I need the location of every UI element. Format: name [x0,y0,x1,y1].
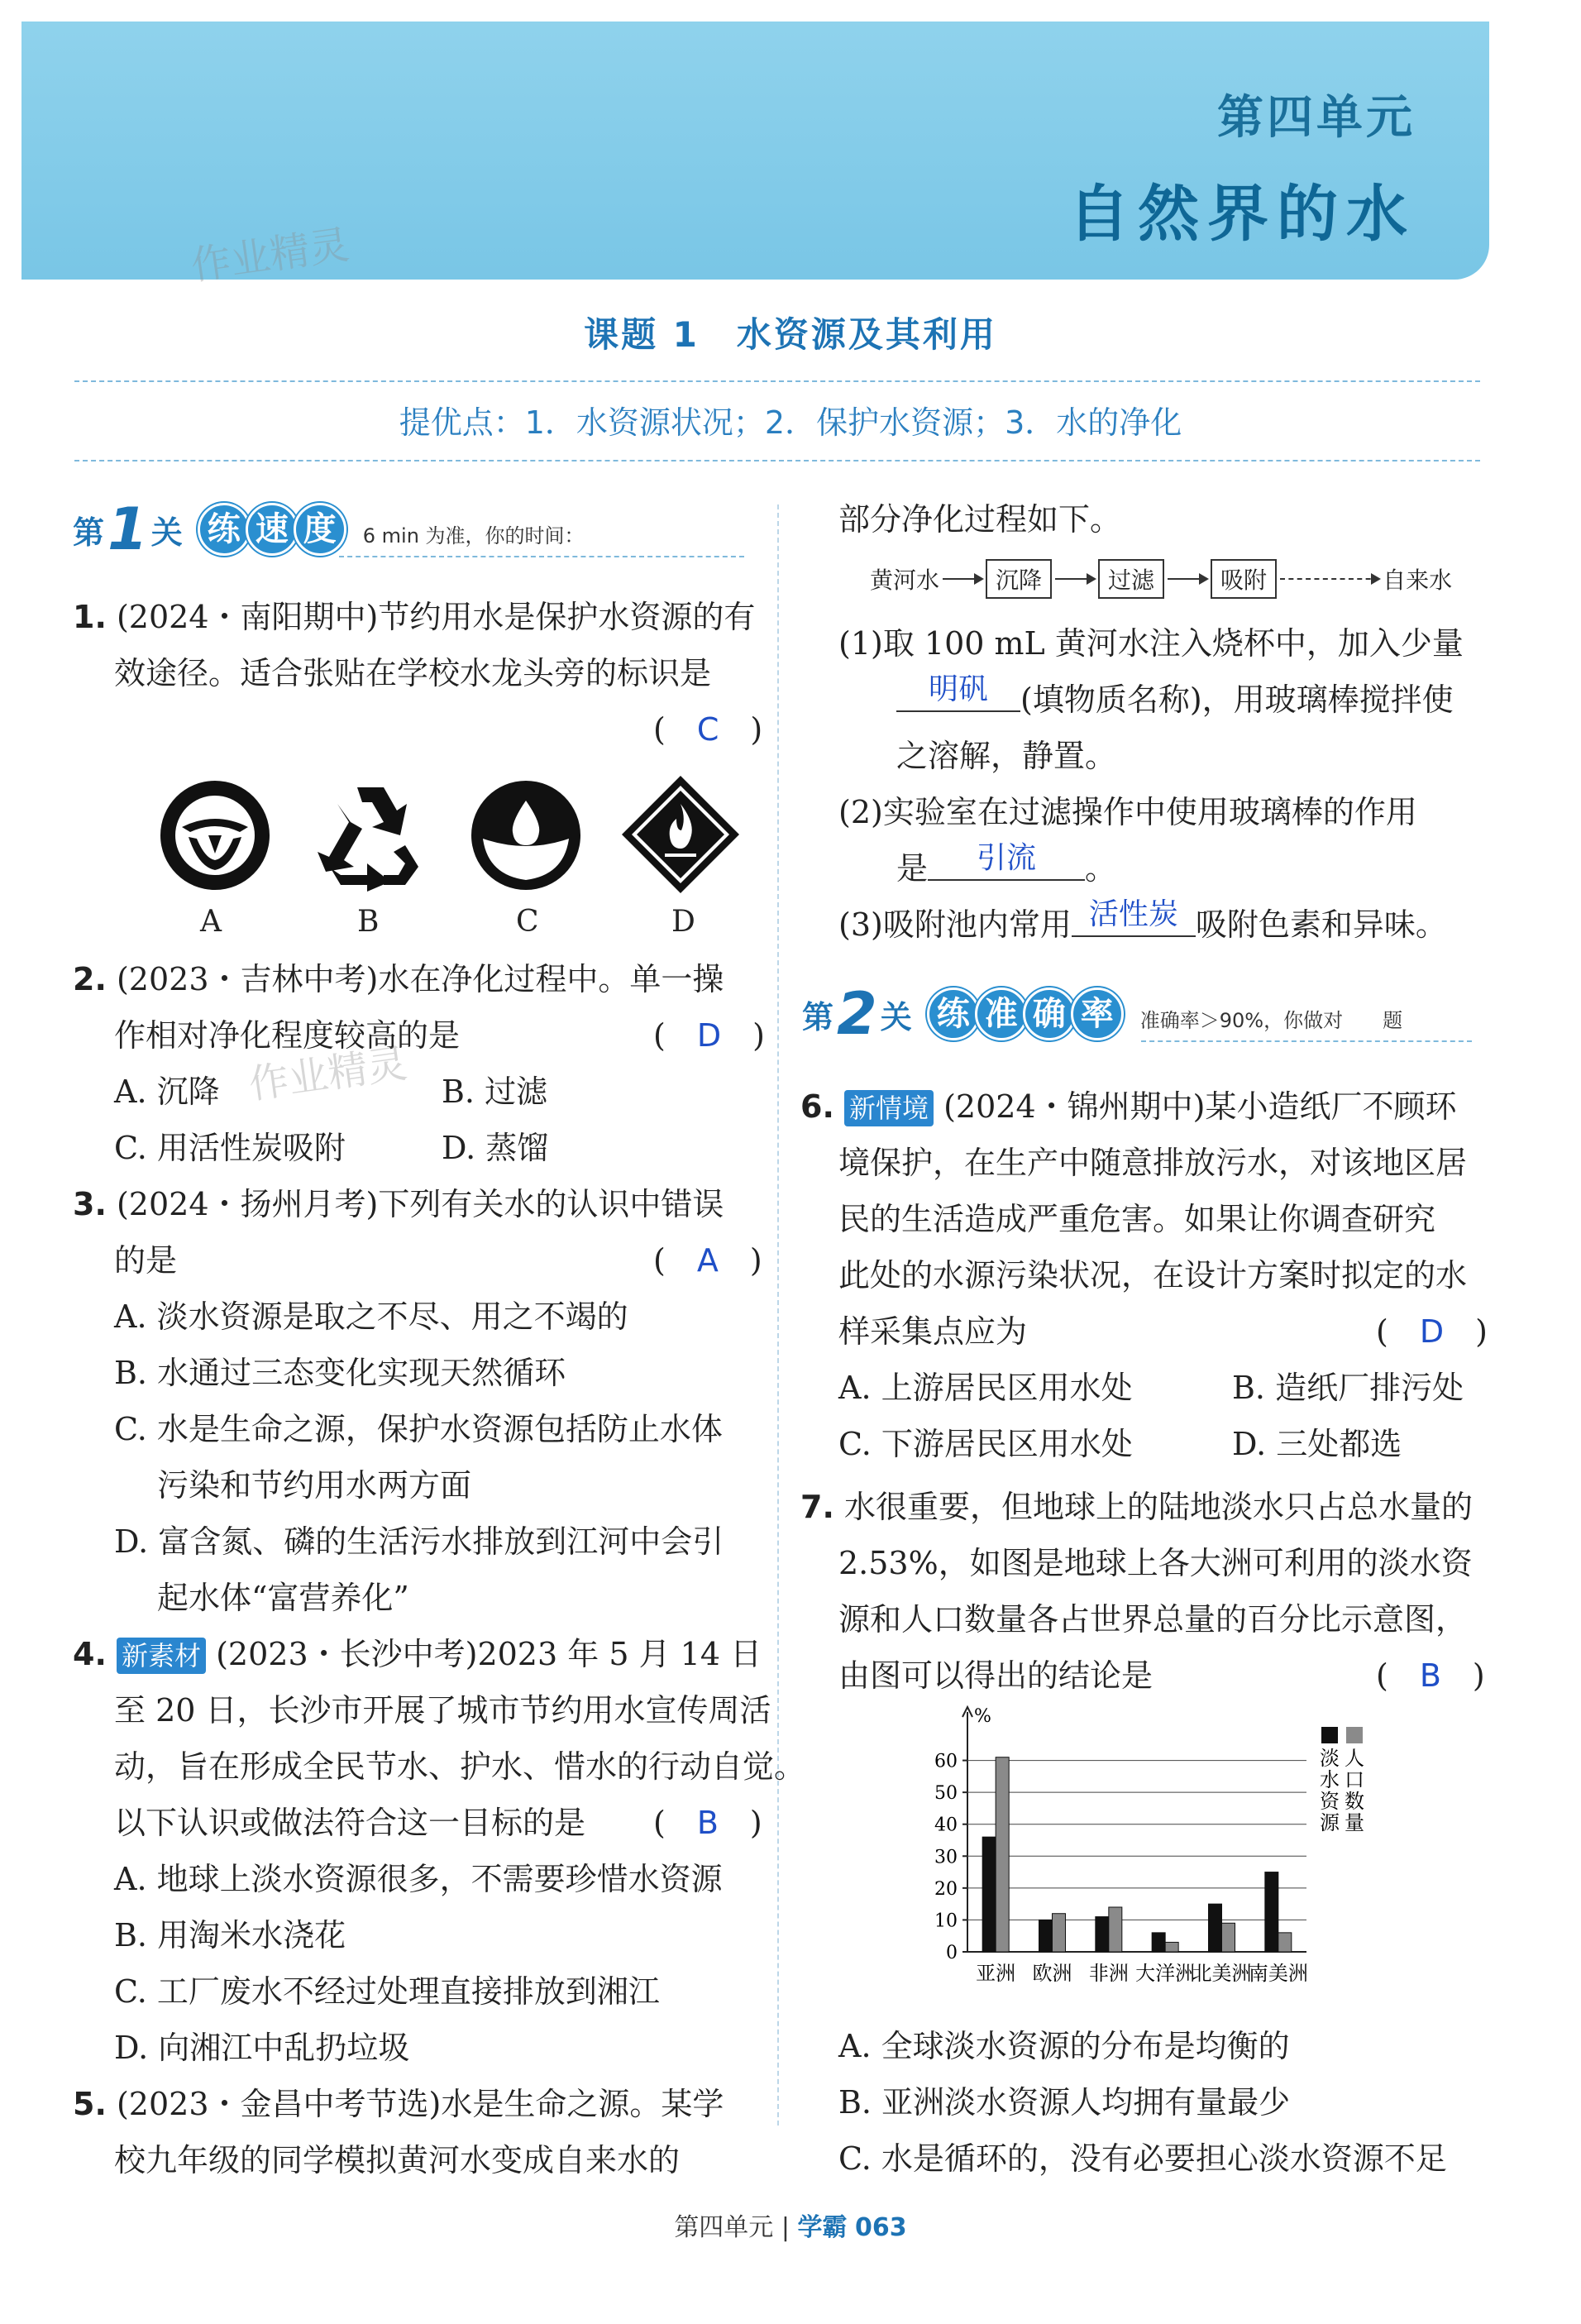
question-text: 2.53%，如图是地球上各大洲可利用的淡水资 [838,1545,1473,1581]
option: B. 水通过三态变化实现天然循环 [114,1355,566,1391]
option-label: D [671,905,695,939]
page-footer: 第四单元 | 学霸 063 [674,2213,907,2242]
legend-label: 资 [1320,1790,1340,1813]
divider [74,380,1480,382]
y-tick-label: 0 [946,1943,958,1963]
question-number: 1. [73,599,107,635]
question-text: 动，旨在形成全民节水、护水、惜水的行动自觉。 [114,1748,806,1785]
option: D. 向湘江中乱扔垃圾 [114,2030,410,2066]
question-text: 的是 [114,1242,178,1279]
bar-淡水资源 [1209,1904,1222,1952]
question-text: (填物质名称)，用玻璃棒搅拌使 [1020,681,1454,718]
option: A. 上游居民区用水处 [838,1370,1133,1406]
sub-question-3 [838,897,1447,953]
answer-bracket: ( C ) [653,711,763,748]
section-note: 6 min 为准，你的时间： [362,524,585,548]
legend-swatch [1346,1727,1363,1743]
question-text: 吸附色素和异味。 [1195,906,1447,943]
watermark: 作业精灵 [188,221,352,290]
bar-人口数量 [996,1757,1009,1952]
section-number: 2 [837,980,877,1048]
x-tick-label: 非洲 [1088,1962,1129,1985]
column-divider [777,504,779,2126]
divider [74,460,1480,461]
section-di: 第 [73,514,105,551]
bar-人口数量 [1109,1907,1122,1952]
bar-人口数量 [1053,1914,1066,1952]
sub-question-2-line2 [896,840,1116,897]
section-guan: 关 [150,514,183,551]
answer-bracket: ( D ) [653,1017,765,1054]
question-1 [73,589,755,645]
section-title [927,987,1119,1040]
bar-人口数量 [1222,1923,1235,1952]
section-title-char: 练 [927,987,980,1040]
purification-flowchart [870,559,1452,599]
bar-人口数量 [1278,1933,1292,1952]
option: B. 过滤 [442,1074,548,1110]
option: C. 水是生命之源，保护水资源包括防止水体 [114,1411,723,1447]
option-cont: 起水体“富营养化” [157,1580,409,1616]
bar-人口数量 [1165,1942,1178,1952]
answer: D [696,1017,722,1054]
bar-淡水资源 [1265,1872,1278,1952]
legend-label: 口 [1345,1768,1364,1791]
question-number: 4. [73,1636,107,1672]
y-tick-label: 60 [934,1751,958,1772]
dashed-arrow-icon [1280,578,1379,580]
x-tick-label: 北美洲 [1192,1962,1252,1985]
option: C. 下游居民区用水处 [838,1426,1133,1462]
question-text: 之溶解，静置。 [896,738,1117,774]
option: A. 地球上淡水资源很多，不需要珍惜水资源 [114,1861,723,1897]
lesson-title: 课题 1 水资源及其利用 [584,314,997,355]
y-tick-label: 40 [934,1815,958,1836]
watermark: 作业精灵 [246,1040,410,1109]
answer: D [1419,1313,1445,1350]
flow-step: 过滤 [1098,559,1164,599]
question-text: 水很重要，但地球上的陆地淡水只占总水量的 [843,1489,1473,1525]
question-text: 至 20 日，长沙市开展了城市节约用水宣传周活 [114,1692,771,1729]
x-tick-label: 大洋洲 [1135,1962,1196,1985]
new-situation-tag: 新情境 [844,1090,934,1126]
flow-start: 黄河水 [870,567,940,594]
question-text: 是 [896,850,929,887]
note-line [339,556,744,557]
answer: C [696,711,719,748]
answer-bracket: ( A ) [653,1242,762,1279]
question-5 [73,2076,724,2132]
arrow-icon [1168,578,1207,580]
arrow-icon [943,578,982,580]
legend-label: 量 [1345,1811,1364,1834]
section-title-char: 准 [975,987,1028,1040]
bar-淡水资源 [1096,1917,1109,1952]
option: A. 沉降 [114,1074,220,1110]
question-text: (2023・吉林中考)水在净化过程中。单一操 [116,961,724,997]
unit-title: 自然界的水 [1068,179,1416,250]
section-title [198,503,342,556]
section-note: 准确率＞90%，你做对 题 [1139,1008,1403,1032]
section-title-char: 速 [246,503,299,556]
flammable-hazard-icon [619,772,743,897]
section-title-char: 练 [198,503,251,556]
x-tick-label: 欧洲 [1032,1962,1072,1985]
section-title-char: 确 [1023,987,1076,1040]
section-di: 第 [802,998,834,1035]
page-number: 063 [855,2213,907,2242]
answer: B [696,1805,719,1841]
question-number: 3. [73,1186,107,1222]
bar-淡水资源 [1152,1933,1165,1952]
section-1-banner [73,496,585,562]
answer-fill: 引流 [928,838,1085,881]
option: C. 工厂废水不经过处理直接排放到湘江 [114,1973,660,2010]
option-label: B [357,905,380,939]
question-3 [73,1176,724,1232]
option: C. 用活性炭吸附 [114,1130,346,1166]
question-number: 6. [800,1088,834,1125]
legend-swatch [1321,1727,1338,1743]
bar-淡水资源 [1039,1920,1053,1952]
option-label: A [200,905,222,939]
footer-brand: 学霸 [797,2213,848,2242]
x-tick-label: 南美洲 [1248,1962,1308,1985]
option-label: C [516,905,539,939]
sub-question-2: (2)实验室在过滤操作中使用玻璃棒的作用 [838,794,1417,830]
answer-fill: 活性炭 [1072,894,1196,937]
question-text: 以下认识或做法符合这一目标的是 [114,1805,586,1841]
unit-label: 第四单元 [1217,91,1416,145]
question-7 [800,1479,1473,1535]
answer: A [696,1242,719,1279]
section-2-banner [802,981,1402,1047]
key-points: 提优点：1．水资源状况；2．保护水资源；3．水的净化 [399,404,1182,441]
y-tick-label: 30 [934,1847,958,1868]
question-text: 此处的水源污染状况，在设计方案时拟定的水 [838,1257,1468,1294]
option: B. 造纸厂排污处 [1232,1370,1464,1406]
question-number: 2. [73,961,107,997]
question-number: 7. [800,1489,834,1525]
question-text: (2024・南阳期中)节约用水是保护水资源的有 [116,599,756,635]
question-text: 作相对净化程度较高的是 [114,1017,461,1054]
arrow-icon [1055,578,1095,580]
question-text: (3)吸附池内常用 [838,906,1072,943]
question-text: 。 [1085,850,1117,887]
question-text: 效途径。适合张贴在学校水龙头旁的标识是 [114,655,712,691]
option: B. 亚洲淡水资源人均拥有量最少 [838,2084,1291,2121]
question-6 [800,1078,1456,1135]
option: D. 三处都选 [1232,1426,1402,1462]
water-saving-icon [157,777,273,893]
option: D. 蒸馏 [442,1130,549,1166]
y-tick-label: 20 [934,1878,958,1900]
sub-question-1: (1)取 100 mL 黄河水注入烧杯中，加入少量 [838,625,1464,662]
option: B. 用淘米水浇花 [114,1917,346,1953]
question-text: 源和人口数量各占世界总量的百分比示意图， [838,1601,1468,1638]
option: A. 全球淡水资源的分布是均衡的 [838,2028,1290,2064]
question-text: 境保护，在生产中随意排放污水，对该地区居 [838,1145,1468,1181]
section-number: 1 [107,495,148,563]
legend-label: 数 [1345,1790,1364,1813]
question-text: (2024・扬州月考)下列有关水的认识中错误 [116,1186,724,1222]
option: C. 水是循环的，没有必要担心淡水资源不足 [838,2140,1447,2177]
y-axis-label: % [974,1706,991,1727]
section-title-char: 率 [1071,987,1124,1040]
y-tick-label: 50 [934,1783,958,1805]
answer-bracket: ( D ) [1376,1313,1488,1350]
legend-label: 水 [1320,1768,1340,1791]
answer-bracket: ( B ) [1376,1657,1485,1694]
recycle-icon [308,777,432,893]
question-text: 部分净化过程如下。 [838,501,1122,538]
question-text: 由图可以得出的结论是 [838,1657,1154,1694]
freshwater-population-chart [918,1704,1397,2018]
x-tick-label: 亚洲 [976,1962,1016,1985]
legend-label: 人 [1345,1747,1364,1770]
footer-unit: 第四单元 [674,2213,774,2242]
question-text: (2023・金昌中考节选)水是生命之源。某学 [116,2086,724,2122]
answer-bracket: ( B ) [653,1805,762,1841]
new-material-tag: 新素材 [117,1638,206,1674]
option-cont: 污染和节约用水两方面 [157,1467,472,1504]
question-text: 校九年级的同学模拟黄河水变成自来水的 [114,2142,681,2178]
question-text: 样采集点应为 [838,1313,1028,1350]
answer-fill: 明矾 [896,669,1020,712]
flow-step: 沉降 [986,559,1052,599]
question-text: 民的生活造成严重危害。如果让你调查研究 [838,1201,1436,1237]
y-tick-label: 10 [934,1910,958,1932]
flow-end: 自来水 [1383,567,1453,594]
question-2 [73,951,724,1007]
answer: B [1419,1657,1441,1694]
option: D. 富含氮、磷的生活污水排放到江河中会引 [114,1523,724,1560]
question-4 [73,1626,762,1682]
water-drop-icon [468,777,584,893]
legend-label: 淡 [1320,1747,1340,1770]
sub-question-1-line2 [896,672,1454,728]
bar-淡水资源 [982,1837,996,1952]
question-number: 5. [73,2086,107,2122]
flow-step: 吸附 [1211,559,1277,599]
section-guan: 关 [880,998,912,1035]
question-text: (2024・锦州期中)某小造纸厂不顾环 [943,1088,1457,1125]
note-line [1141,1040,1472,1042]
option: A. 淡水资源是取之不尽、用之不竭的 [114,1298,628,1335]
question-text: (2023・长沙中考)2023 年 5 月 14 日 [216,1636,762,1672]
legend-label: 源 [1320,1811,1340,1834]
section-title-char: 度 [294,503,346,556]
